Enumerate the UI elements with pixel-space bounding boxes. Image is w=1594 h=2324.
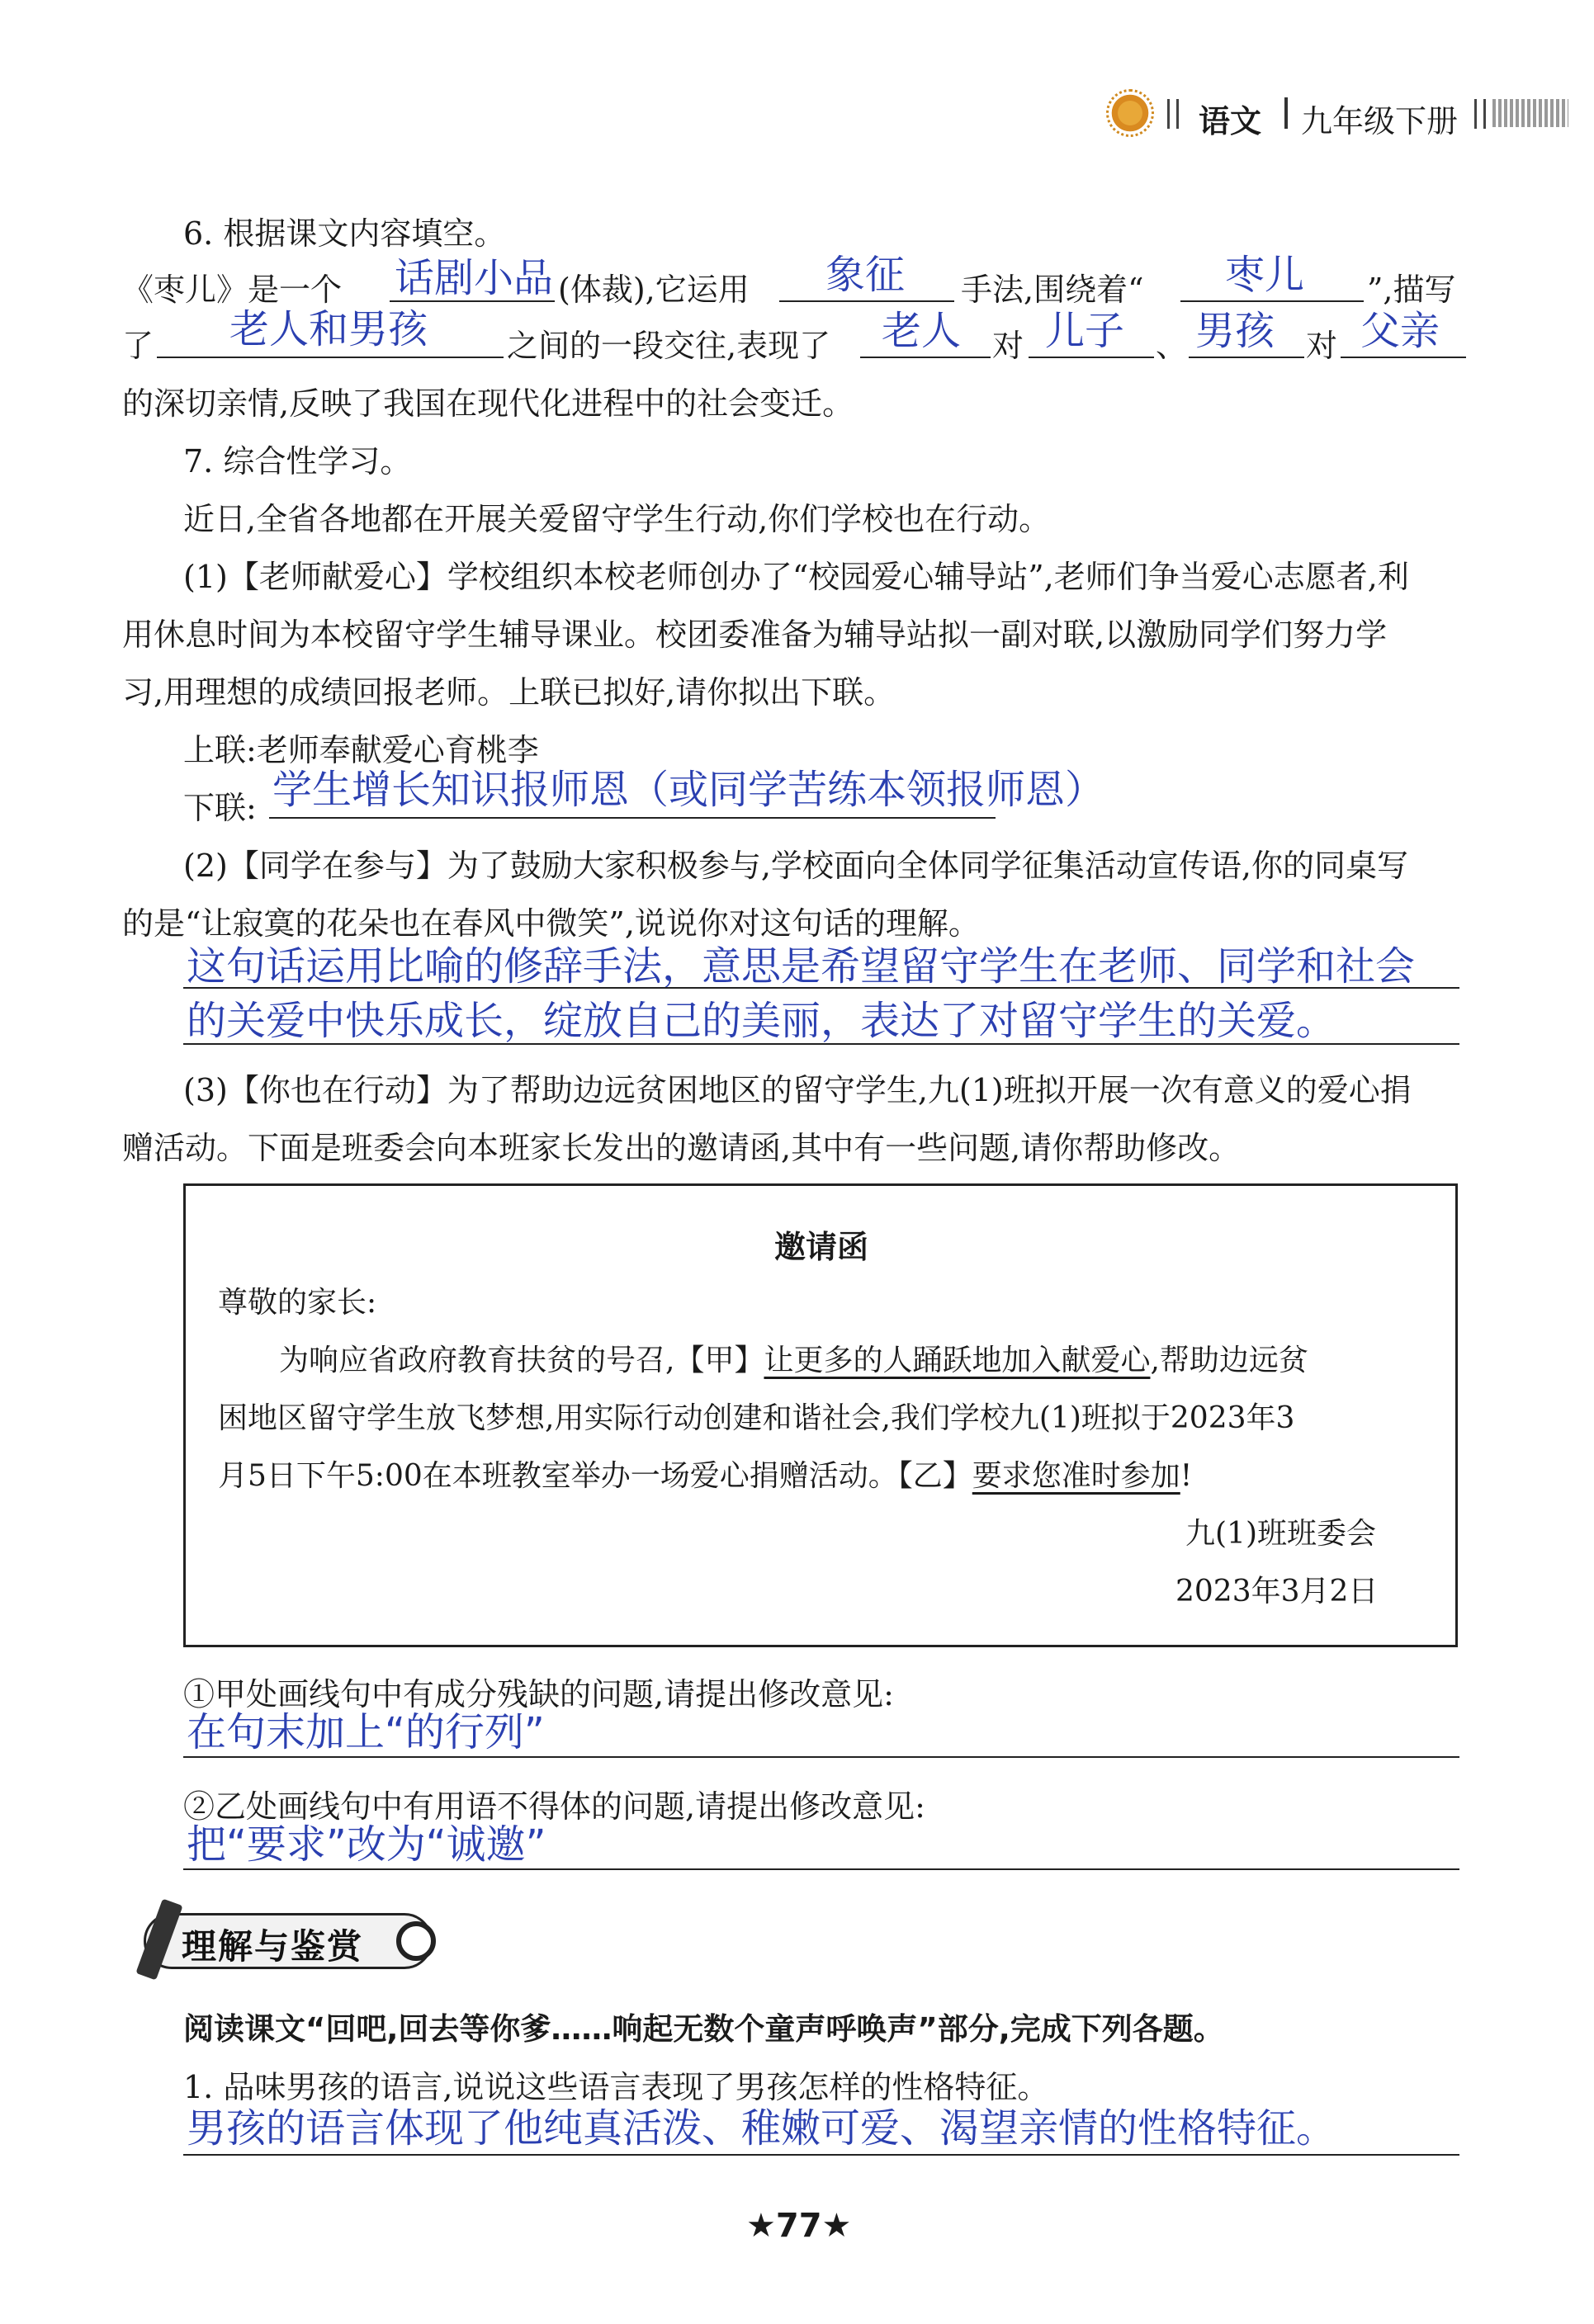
invitation-line1: 为响应省政府教育扶贫的号召,【甲】让更多的人踊跃地加入献爱心,帮助边远贫 (279, 1344, 1308, 1377)
invitation-signer: 九(1)班班委会 (1185, 1517, 1376, 1551)
answer-a3: 男孩 (1195, 308, 1275, 354)
sun-icon (1106, 89, 1154, 137)
star-icon: ★ (821, 2207, 852, 2245)
answer-line (183, 2154, 1459, 2156)
answer-line (183, 1868, 1459, 1870)
q6-text-10: 的深切亲情,反映了我国在现代化进程中的社会变迁。 (122, 385, 854, 422)
answer-a2: 儿子 (1045, 308, 1125, 354)
page-header (1106, 89, 1568, 139)
answer-line (1029, 357, 1154, 358)
q6-text-7: 对 (992, 328, 1024, 364)
answer-line (269, 817, 996, 819)
answer-a1: 老人 (882, 308, 962, 354)
q7-title: 7. 综合性学习。 (183, 443, 412, 479)
invitation-title: 邀请函 (774, 1229, 869, 1265)
couplet-lower-answer: 学生增长知识报师恩（或同学苦练本领报师恩） (272, 767, 1105, 813)
q6-text-9: 对 (1306, 328, 1338, 364)
answer-line (860, 357, 991, 358)
header-stripe (1492, 99, 1568, 127)
q7-p2-line1: (2)【同学在参与】为了鼓励大家积极参与,学校面向全体同学征集活动宣传语,你的同桌写 (183, 848, 1408, 884)
answer-object: 枣儿 (1225, 252, 1305, 298)
sub-answer-1: 在句末加上“的行列” (187, 1709, 545, 1755)
q6-text-8: 、 (1156, 328, 1188, 364)
page-number: ★77★ (746, 2207, 852, 2245)
answer-line (157, 357, 504, 358)
ring-icon (396, 1921, 436, 1961)
section-banner (134, 1900, 439, 1979)
sub-question-2: ②乙处画线句中有用语不得体的问题,请提出修改意见: (183, 1788, 925, 1825)
underlined-sentence-a: 让更多的人踊跃地加入献爱心 (764, 1344, 1151, 1377)
answer-line (183, 1043, 1459, 1045)
section-a1: 男孩的语言体现了他纯真活泼、稚嫩可爱、渴望亲情的性格特征。 (187, 2105, 1336, 2152)
p2-answer-line2: 的关爱中快乐成长，绽放自己的美丽，表达了对留守学生的关爱。 (187, 998, 1336, 1044)
q6-text-3: 手法,围绕着“ (961, 272, 1144, 308)
q7-p3-line2: 赠活动。下面是班委会向本班家长发出的邀请函,其中有一些问题,请你帮助修改。 (122, 1130, 1241, 1166)
answer-people: 老人和男孩 (229, 306, 428, 352)
section-title: 理解与鉴赏 (182, 1926, 364, 1967)
q7-p2-line2: 的是“让寂寞的花朵也在春风中微笑”,说说你对这句话的理解。 (122, 905, 980, 942)
star-icon: ★ (746, 2207, 776, 2245)
divider-bars-icon (1474, 99, 1486, 129)
answer-line (183, 1756, 1459, 1758)
reading-instruction: 阅读课文“回吧,回去等你爹……响起无数个童声呼唤声”部分,完成下列各题。 (183, 2011, 1224, 2047)
q6-text-2: (体裁),它运用 (558, 272, 750, 308)
invitation-date: 2023年3月2日 (1175, 1575, 1379, 1608)
header-grade: 九年级下册 (1301, 103, 1459, 139)
invitation-line2: 困地区留守学生放飞梦想,用实际行动创建和谐社会,我们学校九(1)班拟于2023年3 (218, 1401, 1295, 1435)
section-q1: 1. 品味男孩的语言,说说这些语言表现了男孩怎样的性格特征。 (183, 2069, 1049, 2105)
couplet-upper: 上联:老师奉献爱心育桃李 (183, 732, 539, 768)
q6-title: 6. 根据课文内容填空。 (183, 215, 506, 252)
p2-answer-line1: 这句话运用比喻的修辞手法，意思是希望留守学生在老师、同学和社会 (187, 943, 1416, 990)
sub-question-1: ①甲处画线句中有成分残缺的问题,请提出修改意见: (183, 1676, 894, 1712)
q7-p1-line2: 用休息时间为本校留守学生辅导课业。校团委准备为辅导站拟一副对联,以激励同学们努力学 (122, 616, 1388, 653)
underlined-sentence-b: 要求您准时参加 (972, 1459, 1180, 1493)
invitation-greeting: 尊敬的家长: (218, 1286, 377, 1320)
q6-text-5: 了 (122, 328, 154, 364)
header-separator (1284, 97, 1288, 129)
q6-text-6: 之间的一段交往,表现了 (507, 328, 831, 364)
answer-genre: 话剧小品 (395, 255, 554, 301)
answer-technique: 象征 (825, 252, 906, 298)
invitation-line3: 月5日下午5:00在本班教室举办一场爱心捐赠活动。【乙】要求您准时参加! (218, 1459, 1193, 1493)
answer-line (1189, 357, 1304, 358)
answer-line (1341, 357, 1466, 358)
q6-text-1: 《枣儿》是一个 (122, 272, 343, 308)
q7-p1-line1: (1)【老师献爱心】学校组织本校老师创办了“校园爱心辅导站”,老师们争当爱心志愿者,利 (183, 559, 1409, 595)
q7-p1-line3: 习,用理想的成绩回报老师。上联已拟好,请你拟出下联。 (122, 674, 896, 711)
divider-bars-icon (1167, 99, 1179, 129)
answer-a4: 父亲 (1360, 308, 1440, 354)
q6-text-4: ”,描写 (1367, 272, 1456, 308)
couplet-lower-label: 下联: (183, 790, 257, 826)
header-subject: 语文 (1199, 103, 1262, 139)
q7-intro: 近日,全省各地都在开展关爱留守学生行动,你们学校也在行动。 (183, 501, 1051, 537)
sub-answer-2: 把“要求”改为“诚邀” (187, 1821, 546, 1868)
q7-p3-line1: (3)【你也在行动】为了帮助边远贫困地区的留守学生,九(1)班拟开展一次有意义的爱心捐 (183, 1072, 1412, 1108)
